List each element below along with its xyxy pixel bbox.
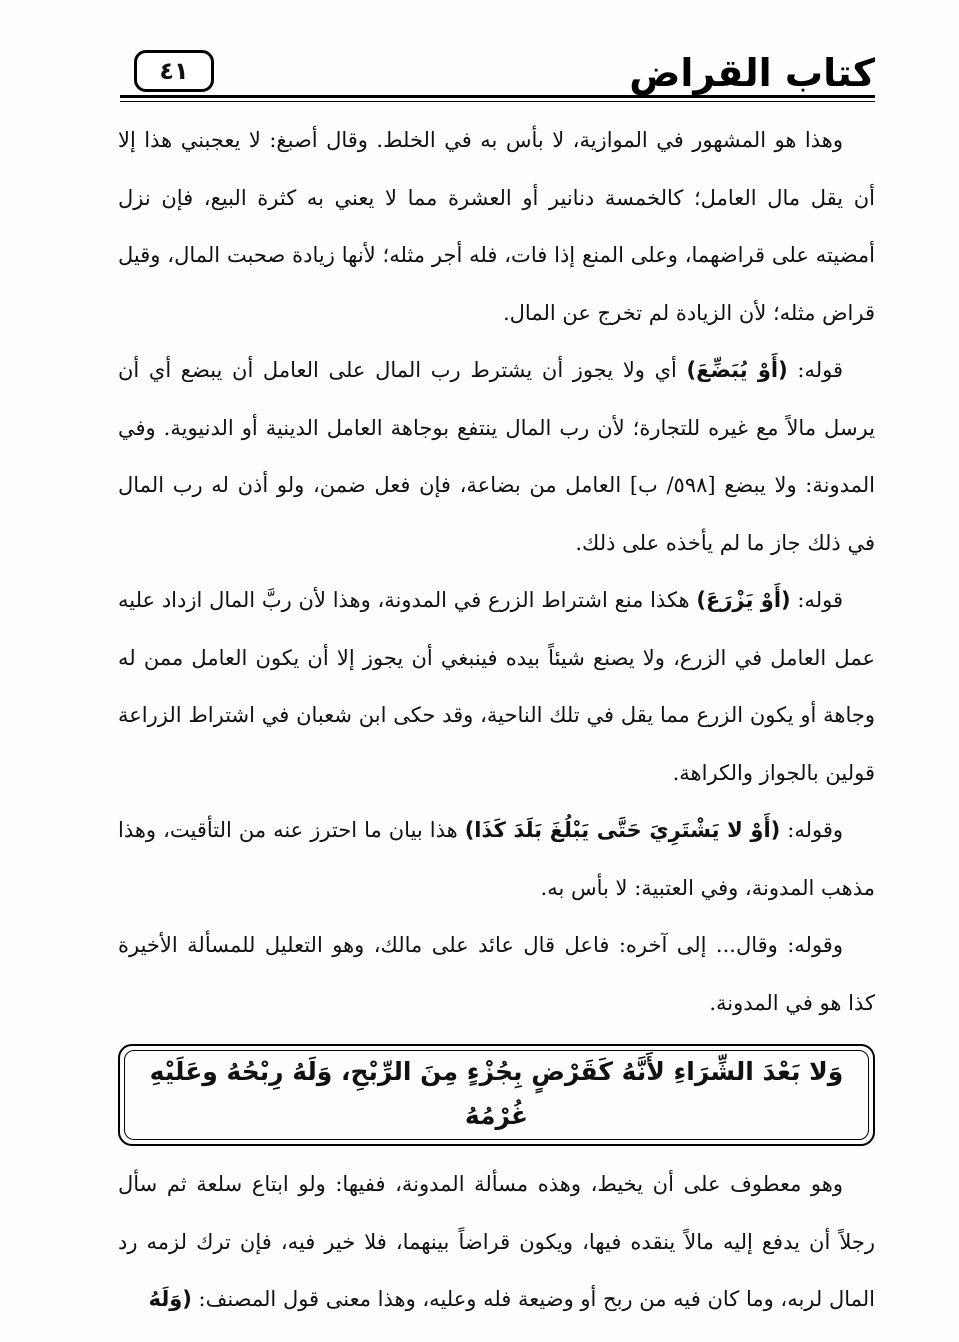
header-rule-thin [120, 101, 875, 102]
paragraph [118, 112, 875, 342]
paragraph-text: وقوله: وقال... إلى آخره: فاعل قال عائد على مالك، وهو التعليل للمسألة الأخيرة كذا هو في المدونة. [118, 933, 875, 1015]
quoted-matn: (وَلَهُ [148, 1287, 192, 1311]
paragraph-text: وهو معطوف على أن يخيط، وهذه مسألة المدونة، ففيها: ولو ابتاع سلعة ثم سأل رجلاً أن يدفع إليه مالاً ينقده فيها، ويكون قراضاً بينهما، فلا خير فيه، فإن ترك لزمه رد المال لربه، وما كان فيه من ربح أو وضيعة فله وعليه، وهذا معنى قول المصنف: [118, 1172, 875, 1311]
paragraph [118, 342, 875, 572]
quoted-matn: (أَوْ يُبَضِّعَ) [686, 358, 788, 382]
paragraph [118, 1156, 875, 1329]
quoted-matn: (أَوْ يَزْرَعَ) [696, 588, 791, 612]
chapter-title: كتاب القراض [629, 51, 875, 95]
paragraph-prefix: قوله: [790, 588, 843, 612]
quoted-matn: (أَوْ لا يَشْتَرِيَ حَتَّى يَبْلُغَ بَلَدَ كَذَا) [464, 818, 781, 842]
page-body [118, 112, 875, 1329]
paragraph-prefix: وقوله: [780, 818, 844, 842]
paragraph-text: هذا بيان ما احترز عنه من التأقيت، وهذا مذهب المدونة، وفي العتبية: لا بأس به. [118, 818, 875, 900]
header-rule [120, 95, 875, 98]
paragraph-text: وهذا هو المشهور في الموازية، لا بأس به في الخلط. وقال أصبغ: لا يعجبني هذا إلا أن يقل مال العامل؛ كالخمسة دنانير أو العشرة مما لا يعني به كثرة البيع، فإن نزل أمضيته على قراضهما، وعلى المنع إذا فات، فله أجر مثله؛ لأنها زيادة صحبت المال، وقيل قراض مثله؛ لأن الزيادة لم تخرج عن المال. [118, 128, 875, 325]
paragraph [118, 802, 875, 917]
paragraph-text: أي ولا يجوز أن يشترط رب المال على العامل أن يبضع أي أن يرسل مالاً مع غيره للتجارة؛ لأن رب المال ينتفع بوجاهة العامل الدينية أو الدنيوية. وفي المدونة: ولا يبضع [٥٩٨/ ب] العامل من بضاعة، فإن فعل ضمن، ولو أذن له رب المال في ذلك جاز ما لم يأخذه على ذلك. [118, 358, 876, 555]
paragraph [118, 917, 875, 1032]
matn-banner: وَلا بَعْدَ الشِّرَاءِ لأَنَّهُ كَقَرْضٍ بِجُزْءٍ مِنَ الرِّبْحِ، وَلَهُ رِبْحُهُ وعَلَيْهِ غُرْمُهُ [118, 1044, 875, 1146]
paragraph-prefix: قوله: [787, 358, 843, 382]
page-header [120, 46, 875, 102]
paragraph [118, 572, 875, 802]
page-number: ٤١ [134, 50, 214, 92]
paragraph-text: هكذا منع اشتراط الزرع في المدونة، وهذا لأن ربَّ المال ازداد عليه عمل العامل في الزرع، ولا يصنع شيئاً بيده فينبغي أن يجوز إلا أن يكون العامل ممن له وجاهة أو يكون الزرع مما يقل في تلك الناحية، وقد حكى ابن شعبان في اشتراط الزراعة قولين بالجواز والكراهة. [118, 588, 875, 785]
